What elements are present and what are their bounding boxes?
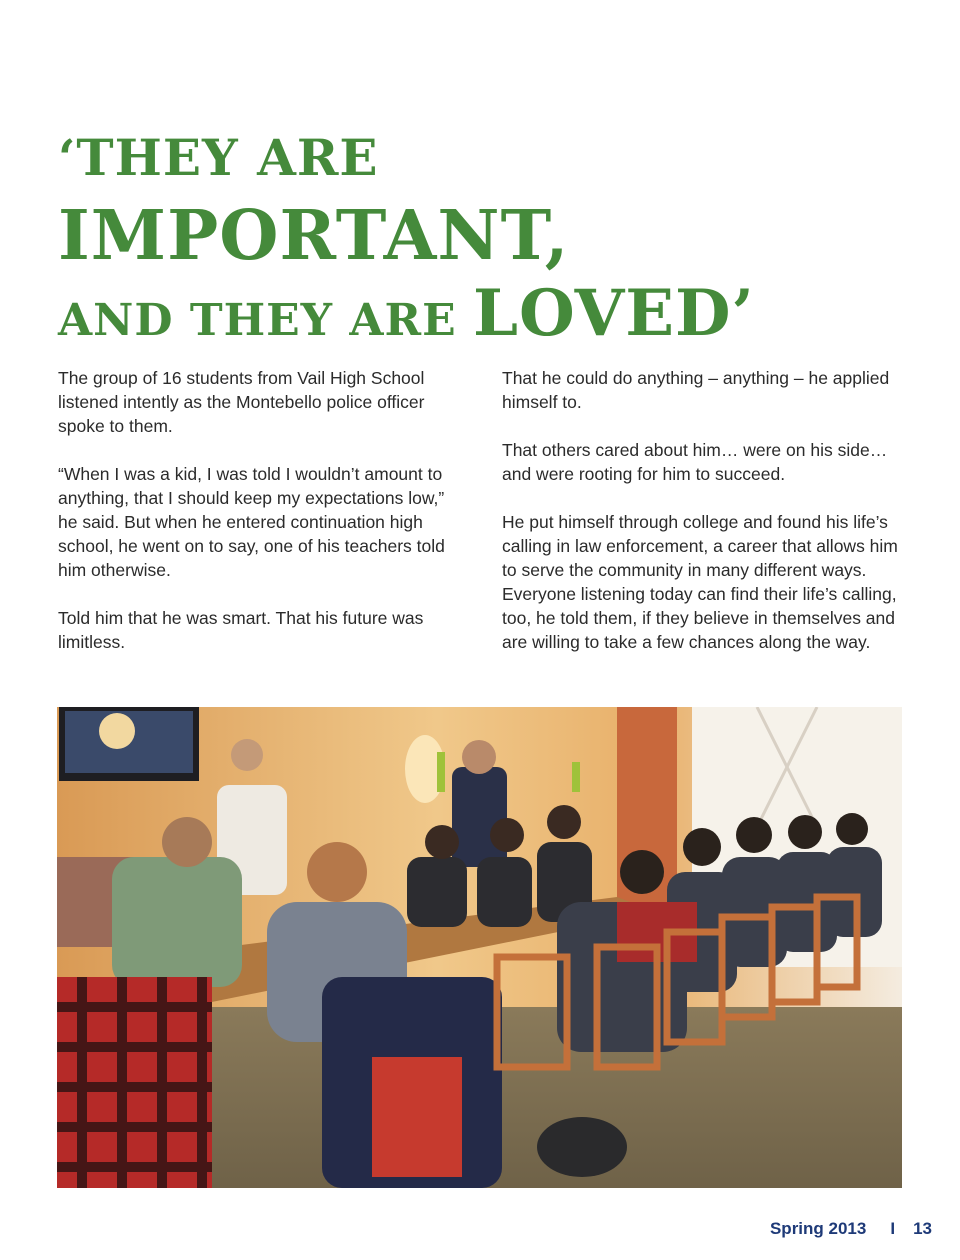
headline (58, 120, 898, 359)
article-column-right (502, 366, 902, 678)
headline-line-2: IMPORTANT, (58, 196, 570, 276)
article-column-left (58, 366, 463, 678)
page-footer (770, 1219, 932, 1239)
headline-line-3-small: AND THEY ARE (58, 295, 473, 346)
issue-label: Spring 2013 (769, 1219, 867, 1238)
article-paragraph: That he could do anything – anything – he applied himself to. (502, 368, 890, 412)
headline-line-1: ‘THEY ARE (58, 128, 379, 187)
footer-separator: I (890, 1219, 896, 1238)
photo-illustration (57, 707, 902, 1188)
article-paragraph: That others cared about him… were on his side… and were rooting for him to succeed. (502, 440, 888, 484)
article-paragraph: Told him that he was smart. That his future was limitless. (58, 608, 424, 652)
article-paragraph: He put himself through college and found his life’s calling in law enforcement, a career that allows him to serve the community in many different ways. Everyone listening today can find their life’s calling, too, he told them, if they believe in themselves and are willing to take a few chances along the way. (502, 512, 898, 652)
article-paragraph: “When I was a kid, I was told I wouldn’t amount to anything, that I should keep my expectations low,” he said. But when he entered continuation high school, he went on to say, one of his teachers told him otherwise. (58, 464, 445, 580)
headline-line-3 (58, 276, 898, 359)
page-number: 13 (913, 1219, 932, 1238)
headline-line-3-big: LOVED’ (472, 276, 755, 351)
article-paragraph: The group of 16 students from Vail High School listened intently as the Montebello police officer spoke to them. (58, 368, 425, 436)
article-photo (57, 707, 902, 1188)
